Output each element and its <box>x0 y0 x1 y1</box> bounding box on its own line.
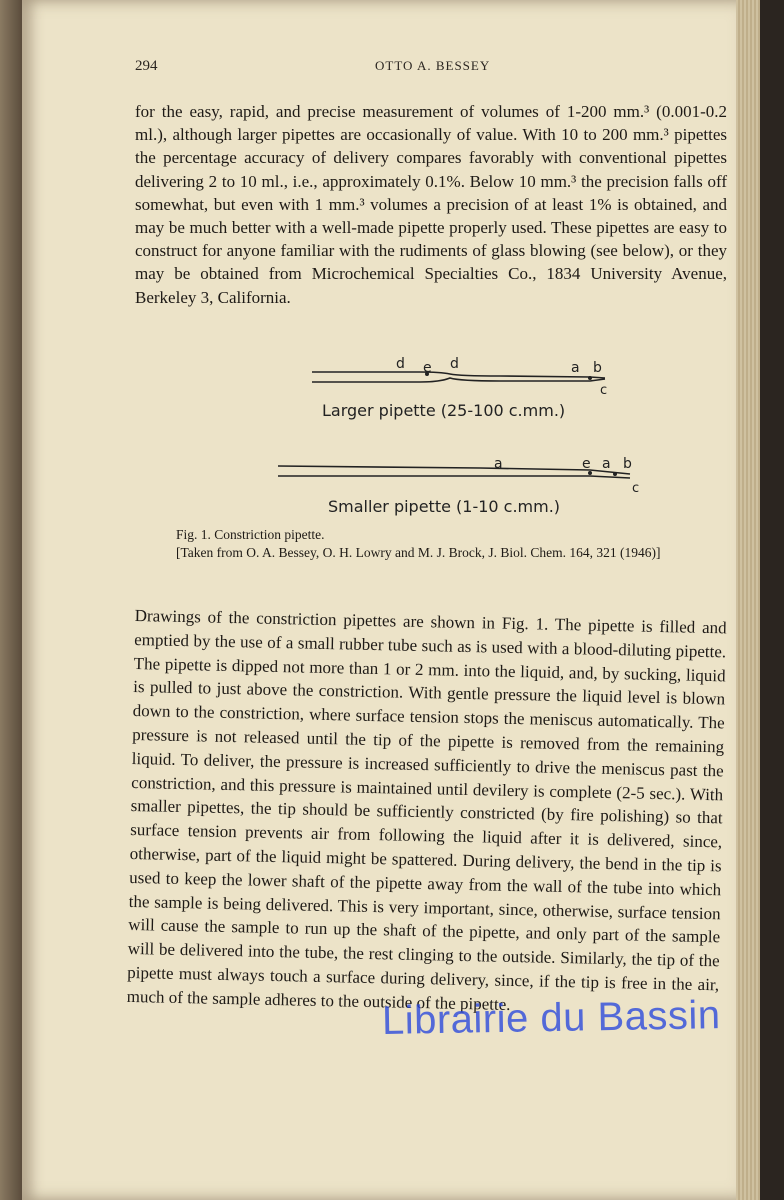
book-spine-shadow <box>0 0 22 1200</box>
page-number: 294 <box>135 58 158 74</box>
larger-label-c: c <box>600 383 608 398</box>
larger-pipette-caption: Larger pipette (25-100 c.mm.) <box>322 401 566 420</box>
larger-label-d1: d <box>396 356 405 372</box>
figure-caption <box>152 526 742 562</box>
page-edges <box>736 0 760 1200</box>
larger-pipette-drawing <box>312 372 605 382</box>
larger-label-e: e <box>423 360 432 376</box>
running-title: OTTO A. BESSEY <box>375 58 491 73</box>
smaller-label-a2: a <box>602 456 611 472</box>
smaller-label-b: b <box>623 456 632 472</box>
watermark-text: Librairie du Bassin <box>381 993 721 1043</box>
smaller-label-e: e <box>582 456 591 472</box>
constriction-pipette-figure <box>260 352 660 522</box>
caption-title: Fig. 1. Constriction pipette. <box>176 527 325 542</box>
paragraph-intro: for the easy, rapid, and precise measurement of volumes of 1-200 mm.³ (0.001-0.2 ml.), although larger pipettes are occasionally of value. With 10 to 200 mm.³ pipettes the percentage accuracy of delivery compares favorably with conventional pipettes delivering 2 to 10 ml., i.e., approximately 0.1%. Below 10 mm.³ the precision falls off somewhat, but even with 1 mm.³ volumes a precision of at least 1% is obtained, and may be much better with a well-made pipette properly used. These pipettes are easy to construct for anyone familiar with the rudiments of glass blowing (see below), or they may be obtained from Microchemical Specialties Co., 1834 University Avenue, Berkeley 3, California. <box>135 102 727 307</box>
larger-label-d2: d <box>450 356 459 372</box>
caption-source: [Taken from O. A. Bessey, O. H. Lowry and M. J. Brock, J. Biol. Chem. 164, 321 (1946)] <box>176 545 661 560</box>
larger-label-b: b <box>593 360 602 376</box>
smaller-label-a1: a <box>494 456 503 472</box>
larger-label-a: a <box>571 360 580 376</box>
smaller-pipette-caption: Smaller pipette (1-10 c.mm.) <box>328 497 561 516</box>
smaller-pipette-drawing <box>278 466 630 478</box>
paragraph-drawings: Drawings of the constriction pipettes are shown in Fig. 1. The pipette is filled and emptied by the use of a small rubber tube such as is used with a blood-diluting pipette. The pipette is dipped not more than 1 or 2 mm. into the liquid, and, by sucking, liquid is pulled to just above the constriction. With gentle pressure the liquid level is blown down to the constriction, where surface tension stops the meniscus automatically. The pressure is not released until the tip of the pipette is removed from the remaining liquid. To deliver, the pressure is increased sufficiently to drive the meniscus past the constriction, and this pressure is maintained until devilery is complete (2-5 sec.). With smaller pipettes, the tip should be sufficiently constricted (by fire polishing) so that surface tension prevents air from following the liquid after it is delivered, since, otherwise, part of the liquid might be spattered. During delivery, the bend in the tip is used to keep the lower shaft of the pipette away from the wall of the tube into which the sample is being delivered. This is very important, since, otherwise, surface tension will cause the sample to run up the shaft of the pipette, and only part of the sample will be delivered into the tube, the rest clinging to the outside. Similarly, the tip of the pipette must always touch a surface during delivery, since, if the tip is free in the air, much of the sample adheres to the outside of the pipette. <box>126 605 727 1014</box>
smaller-label-c: c <box>632 481 640 496</box>
